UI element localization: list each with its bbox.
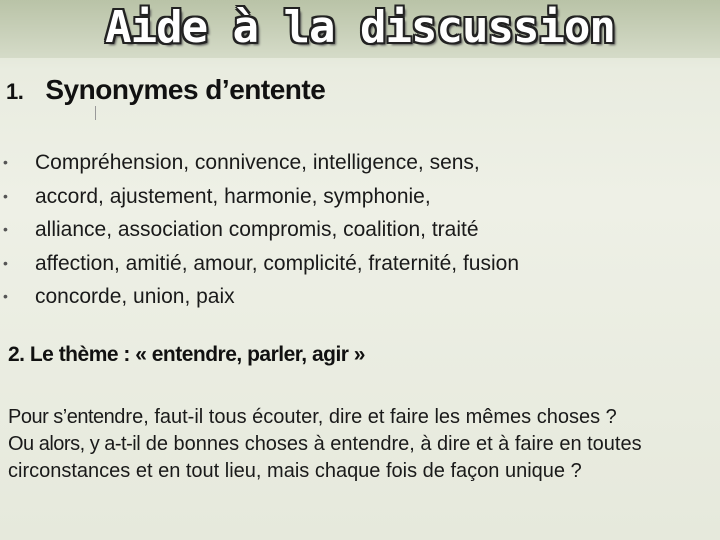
paragraph-rest-1: dre, faut-il tous écouter, dire et faire les mêmes choses ?	[114, 406, 617, 428]
section-1-heading	[6, 74, 325, 106]
list-item: • concorde, union, paix	[0, 280, 519, 314]
discussion-paragraph	[8, 404, 716, 485]
bullet-icon: •	[3, 187, 8, 204]
synonyms-list	[0, 146, 519, 314]
slide-title: Aide à la discussion	[105, 2, 615, 53]
list-item: • alliance, association compromis, coalition, traité	[0, 213, 519, 247]
list-item: • Compréhension, connivence, intelligence, sens,	[0, 146, 519, 180]
section-1-title: Synonymes d’entente	[45, 74, 326, 105]
paragraph-lead-2: Ou alors, y a-t-il	[8, 433, 141, 455]
list-item: • affection, amitié, amour, complicité, fraternité, fusion	[0, 247, 519, 281]
bullet-icon: •	[3, 288, 8, 304]
bullet-icon: •	[3, 154, 8, 170]
section-1-number: 1.	[6, 79, 24, 104]
text-cursor-mark	[95, 106, 96, 120]
bullet-icon: •	[3, 221, 8, 237]
section-2-heading: 2. Le thème : « entendre, parler, agir »	[8, 343, 365, 366]
paragraph-rest-2: de bonnes choses à entendre, à dire et à faire en toutes circonstances et en tout lieu, mais chaque fois de façon unique ?	[8, 433, 642, 482]
list-item: • accord, ajustement, harmonie, symphonie,	[0, 180, 519, 214]
paragraph-lead-1: Pour s’enten	[8, 406, 115, 428]
bullet-icon: •	[3, 254, 8, 271]
